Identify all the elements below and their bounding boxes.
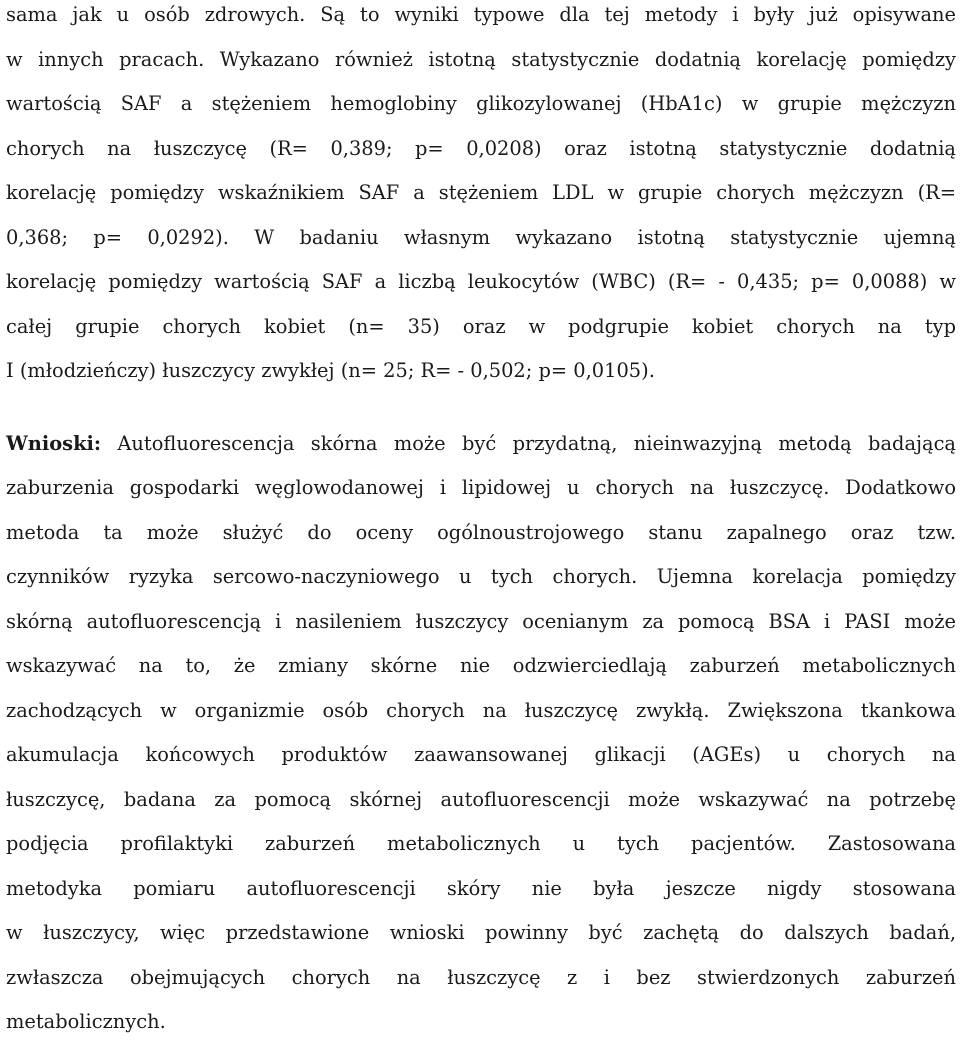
conclusions-first-line-text: Autofluorescencja skórna może być przydatną, nieinwazyjną metodą badającą (101, 431, 956, 455)
text-line: w łuszczycy, więc przedstawione wnioski powinny być zachętą do dalszych badań, (6, 921, 956, 944)
text-line: zwłaszcza obejmujących chorych na łuszczycę z i bez stwierdzonych zaburzeń (6, 965, 956, 989)
text-line: sama jak u osób zdrowych. Są to wyniki typowe dla tej metody i były już opisywane (6, 3, 956, 26)
text-line: akumulacja końcowych produktów zaawansowanej glikacji (AGEs) u chorych na (6, 743, 956, 766)
conclusions-heading: Wnioski: (6, 431, 102, 455)
text-line: zachodzących w organizmie osób chorych na łuszczycę zwykłą. Zwiększona tkankowa (6, 698, 956, 722)
text-line: metodyka pomiaru autofluorescencji skóry nie była jeszcze nigdy stosowana (6, 876, 956, 900)
conclusions-paragraph (6, 422, 956, 1045)
text-line: zaburzenia gospodarki węglowodanowej i lipidowej u chorych na łuszczycę. Dodatkowo (6, 476, 956, 499)
results-paragraph (6, 0, 956, 394)
text-line: korelację pomiędzy wskaźnikiem SAF a stężeniem LDL w grupie chorych mężczyzn (R= (6, 181, 956, 204)
text-line: metabolicznych. (6, 1010, 166, 1033)
text-line: podjęcia profilaktyki zaburzeń metabolicznych u tych pacjentów. Zastosowana (6, 832, 956, 855)
text-line: korelację pomiędzy wartością SAF a liczbą leukocytów (WBC) (R= - 0,435; p= 0,0088) w (6, 270, 956, 293)
text-line: I (młodzieńczy) łuszczycy zwykłej (n= 25; R= - 0,502; p= 0,0105). (6, 359, 655, 382)
paragraph-spacer (6, 394, 956, 422)
text-line: chorych na łuszczycę (R= 0,389; p= 0,0208) oraz istotną statystycznie dodatnią (6, 136, 956, 160)
text-line: skórną autofluorescencją i nasileniem łuszczycy ocenianym za pomocą BSA i PASI może (6, 609, 956, 633)
text-line: metoda ta może służyć do oceny ogólnoustrojowego stanu zapalnego oraz tzw. (6, 520, 956, 544)
text-line: czynników ryzyka sercowo-naczyniowego u tych chorych. Ujemna korelacja pomiędzy (6, 565, 956, 588)
text-line: w innych pracach. Wykazano również istotną statystycznie dodatnią korelację pomiędzy (6, 47, 956, 71)
text-line: wskazywać na to, że zmiany skórne nie odzwierciedlają zaburzeń metabolicznych (6, 654, 956, 677)
text-line: wartością SAF a stężeniem hemoglobiny glikozylowanej (HbA1c) w grupie mężczyzn (6, 92, 956, 115)
text-line: całej grupie chorych kobiet (n= 35) oraz w podgrupie kobiet chorych na typ (6, 314, 956, 338)
text-line: łuszczycę, badana za pomocą skórnej autofluorescencji może wskazywać na potrzebę (6, 787, 956, 811)
text-line: 0,368; p= 0,0292). W badaniu własnym wykazano istotną statystycznie ujemną (6, 225, 956, 249)
conclusions-first-line (6, 422, 956, 467)
